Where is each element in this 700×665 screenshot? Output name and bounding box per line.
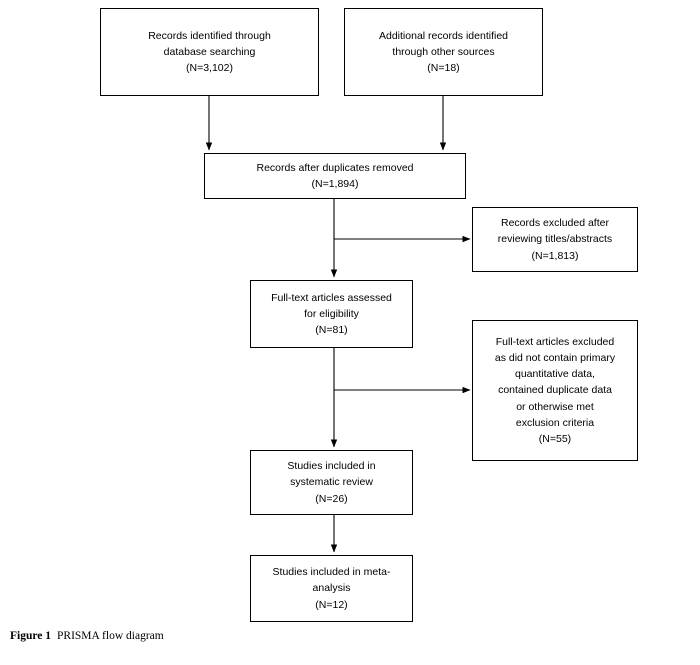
figure-caption-label: Figure 1: [10, 630, 51, 642]
node-line: exclusion criteria: [515, 416, 595, 429]
node-line: Additional records identified: [379, 29, 508, 42]
node-line: contained duplicate data: [498, 384, 612, 397]
node-line: systematic review: [290, 476, 373, 489]
node-line: database searching: [163, 45, 256, 58]
node-line: through other sources: [392, 45, 495, 58]
node-line: Studies included in meta-: [272, 566, 391, 579]
node-records-after-duplicates: [204, 153, 466, 199]
node-line: (N=12): [315, 598, 348, 611]
node-line: (N=18): [427, 62, 460, 75]
node-line: (N=26): [315, 492, 348, 505]
node-line: (N=3,102): [186, 62, 233, 75]
node-line: quantitative data,: [515, 368, 595, 381]
node-line: (N=1,813): [531, 249, 579, 262]
figure-caption: [10, 630, 164, 642]
node-line: Records excluded after: [501, 217, 609, 230]
node-line: Records after duplicates removed: [256, 161, 414, 174]
node-fulltext-excluded: [472, 320, 638, 461]
node-line: (N=81): [315, 324, 348, 337]
node-line: Studies included in: [287, 460, 376, 473]
node-line: Full-text articles assessed: [271, 291, 392, 304]
node-line: (N=1,894): [311, 178, 359, 190]
node-line: reviewing titles/abstracts: [497, 233, 613, 246]
node-line: for eligibility: [304, 307, 359, 320]
node-line: as did not contain primary: [494, 351, 616, 364]
node-studies-meta-analysis: [250, 555, 413, 622]
node-additional-records: [344, 8, 543, 96]
node-fulltext-assessed: [250, 280, 413, 348]
node-studies-systematic-review: [250, 450, 413, 515]
node-records-excluded: [472, 207, 638, 272]
node-line: or otherwise met: [516, 400, 594, 413]
node-line: Full-text articles excluded: [495, 335, 615, 348]
node-line: Records identified through: [148, 29, 271, 42]
figure-caption-text: PRISMA flow diagram: [57, 630, 164, 642]
node-line: (N=55): [538, 433, 572, 446]
node-line: analysis: [312, 582, 351, 595]
node-records-identified: [100, 8, 319, 96]
